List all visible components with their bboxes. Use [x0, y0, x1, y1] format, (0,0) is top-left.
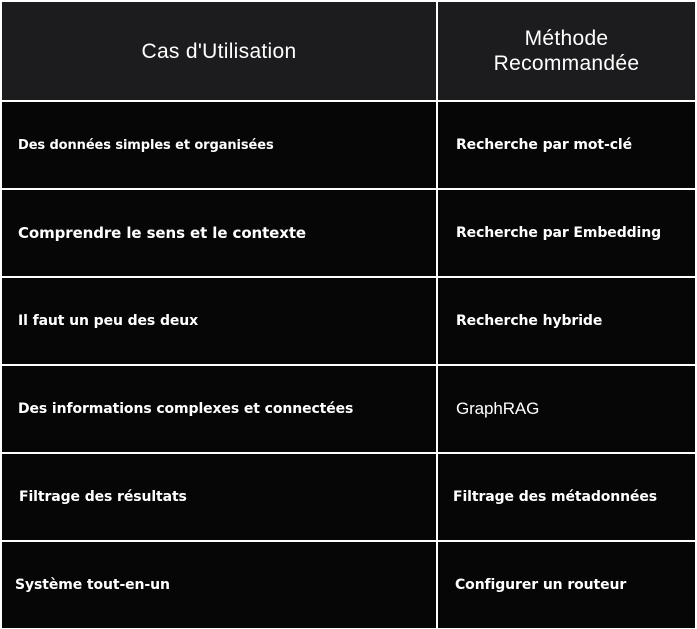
row-4-use-case: Des informations complexes et connectées: [2, 366, 436, 452]
row-2-method: Recherche par Embedding: [438, 190, 695, 276]
row-5-method: Filtrage des métadonnées: [438, 454, 695, 540]
header-method-label: Méthode Recommandée: [493, 27, 640, 75]
row-6-method: Configurer un routeur: [438, 542, 695, 628]
row-4-method: GraphRAG: [438, 366, 695, 452]
header-method: [438, 2, 695, 100]
row-5-use-case: Filtrage des résultats: [2, 454, 436, 540]
row-1-method: Recherche par mot-clé: [438, 102, 695, 188]
row-2-use-case: Comprendre le sens et le contexte: [2, 190, 436, 276]
header-use-case: [2, 2, 436, 100]
row-6-use-case: Système tout-en-un: [2, 542, 436, 628]
header-use-case-label: Cas d'Utilisation: [141, 39, 297, 63]
use-case-table: [2, 2, 695, 627]
row-3-use-case: Il faut un peu des deux: [2, 278, 436, 364]
row-1-use-case: Des données simples et organisées: [2, 102, 436, 188]
row-3-method: Recherche hybride: [438, 278, 695, 364]
